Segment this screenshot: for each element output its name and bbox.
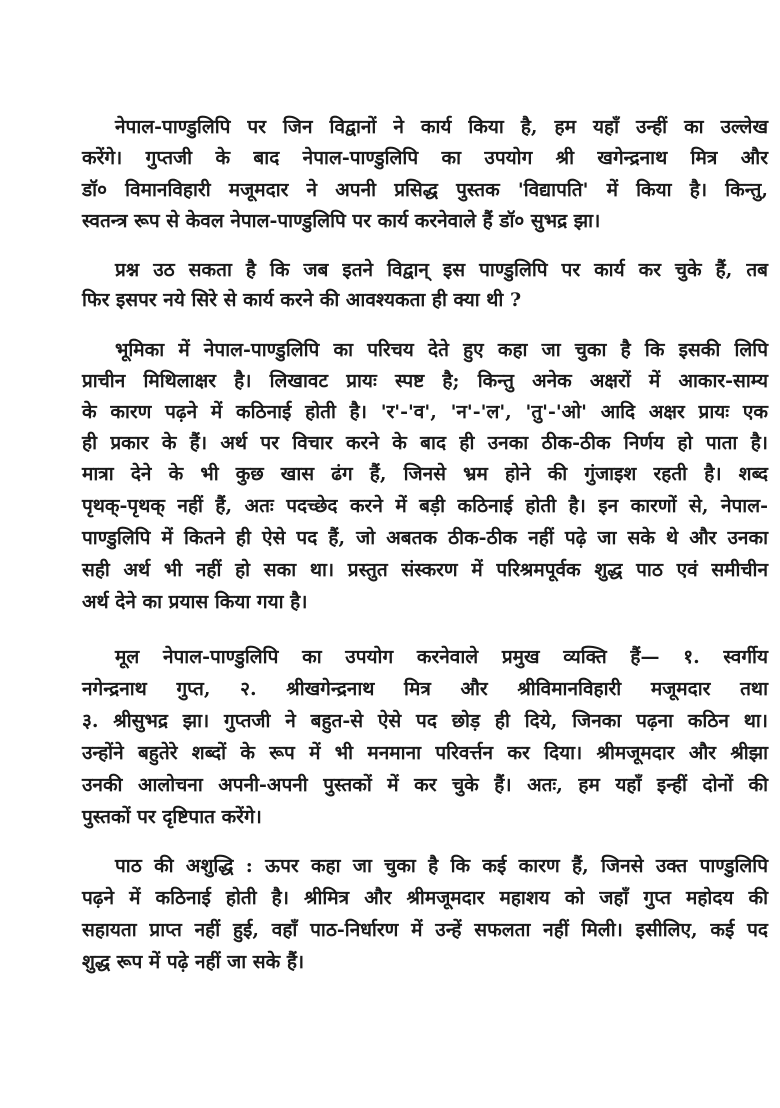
text-line: पाण्डुलिपि में कितने ही ऐसे पद हैं, जो अबतक ठीक-ठीक नहीं पढ़े जा सके थे और उनका — [82, 527, 768, 549]
text-line: ही प्रकार के हैं। अर्थ पर विचार करने के बाद ही उनका ठीक-ठीक निर्णय हो पाता है। — [82, 432, 768, 454]
text-line: नेपाल-पाण्डुलिपि पर जिन विद्वानों ने कार्य किया है, हम यहाँ उन्हीं का उल्लेख — [115, 116, 768, 138]
text-line: मात्रा देने के भी कुछ खास ढंग हैं, जिनसे भ्रम होने की गुंजाइश रहती है। शब्द — [82, 463, 768, 485]
text-line: स्वतन्त्र रूप से केवल नेपाल-पाण्डुलिपि पर कार्य करनेवाले हैं डॉ० सुभद्र झा। — [82, 210, 601, 232]
text-line: भूमिका में नेपाल-पाण्डुलिपि का परिचय देते हुए कहा जा चुका है कि इसकी लिपि — [115, 339, 768, 361]
text-line: डॉ० विमानविहारी मजूमदार ने अपनी प्रसिद्ध पुस्तक 'विद्यापति' में किया है। किन्तु, — [82, 179, 768, 201]
text-line: अर्थ देने का प्रयास किया गया है। — [82, 591, 308, 613]
text-line: ३. श्रीसुभद्र झा। गुप्तजी ने बहुत-से ऐसे पद छोड़ ही दिये, जिनका पढ़ना कठिन था। — [82, 710, 768, 732]
text-line: फिर इसपर नये सिरे से कार्य करने की आवश्यकता ही क्या थी ? — [82, 289, 522, 311]
text-line: प्रश्न उठ सकता है कि जब इतने विद्वान् इस पाण्डुलिपि पर कार्य कर चुके हैं, तब — [115, 259, 768, 281]
text-line: शुद्ध रूप में पढ़े नहीं जा सके हैं। — [82, 951, 305, 973]
text-line: उनकी आलोचना अपनी-अपनी पुस्तकों में कर चुके हैं। अतः, हम यहाँ इन्हीं दोनों की — [82, 774, 768, 796]
text-line: पृथक्-पृथक् नहीं हैं, अतः पदच्छेद करने में बड़ी कठिनाई होती है। इन कारणों से, नेपाल- — [82, 495, 768, 517]
text-line: उन्होंने बहुतेरे शब्दों के रूप में भी मनमाना परिवर्त्तन कर दिया। श्रीमजूमदार और श्रीझा — [82, 742, 768, 764]
text-line: पढ़ने में कठिनाई होती है। श्रीमित्र और श्रीमजूमदार महाशय को जहाँ गुप्त महोदय की — [82, 887, 768, 909]
text-line: नगेन्द्रनाथ गुप्त, २. श्रीखगेन्द्रनाथ मित्र और श्रीविमानविहारी मजूमदार तथा — [82, 678, 768, 700]
text-line: पाठ की अशुद्धि : ऊपर कहा जा चुका है कि कई कारण हैं, जिनसे उक्त पाण्डुलिपि — [115, 855, 768, 877]
text-line: मूल नेपाल-पाण्डुलिपि का उपयोग करनेवाले प्रमुख व्यक्ति हैं— १. स्वर्गीय — [115, 646, 768, 668]
text-line: सहायता प्राप्त नहीं हुई, वहाँ पाठ-निर्धारण में उन्हें सफलता नहीं मिली। इसीलिए, कई पद — [82, 919, 768, 941]
text-line: करेंगे। गुप्तजी के बाद नेपाल-पाण्डुलिपि का उपयोग श्री खगेन्द्रनाथ मित्र और — [82, 147, 768, 169]
text-line: पुस्तकों पर दृष्टिपात करेंगे। — [82, 806, 262, 828]
text-line: के कारण पढ़ने में कठिनाई होती है। 'र'-'व', 'न'-'ल', 'तु'-'ओ' आदि अक्षर प्रायः एक — [82, 401, 768, 423]
text-line: प्राचीन मिथिलाक्षर है। लिखावट प्रायः स्पष्ट है; किन्तु अनेक अक्षरों में आकार-साम्य — [82, 370, 768, 392]
text-line: सही अर्थ भी नहीं हो सका था। प्रस्तुत संस्करण में परिश्रमपूर्वक शुद्ध पाठ एवं समीचीन — [82, 559, 768, 581]
